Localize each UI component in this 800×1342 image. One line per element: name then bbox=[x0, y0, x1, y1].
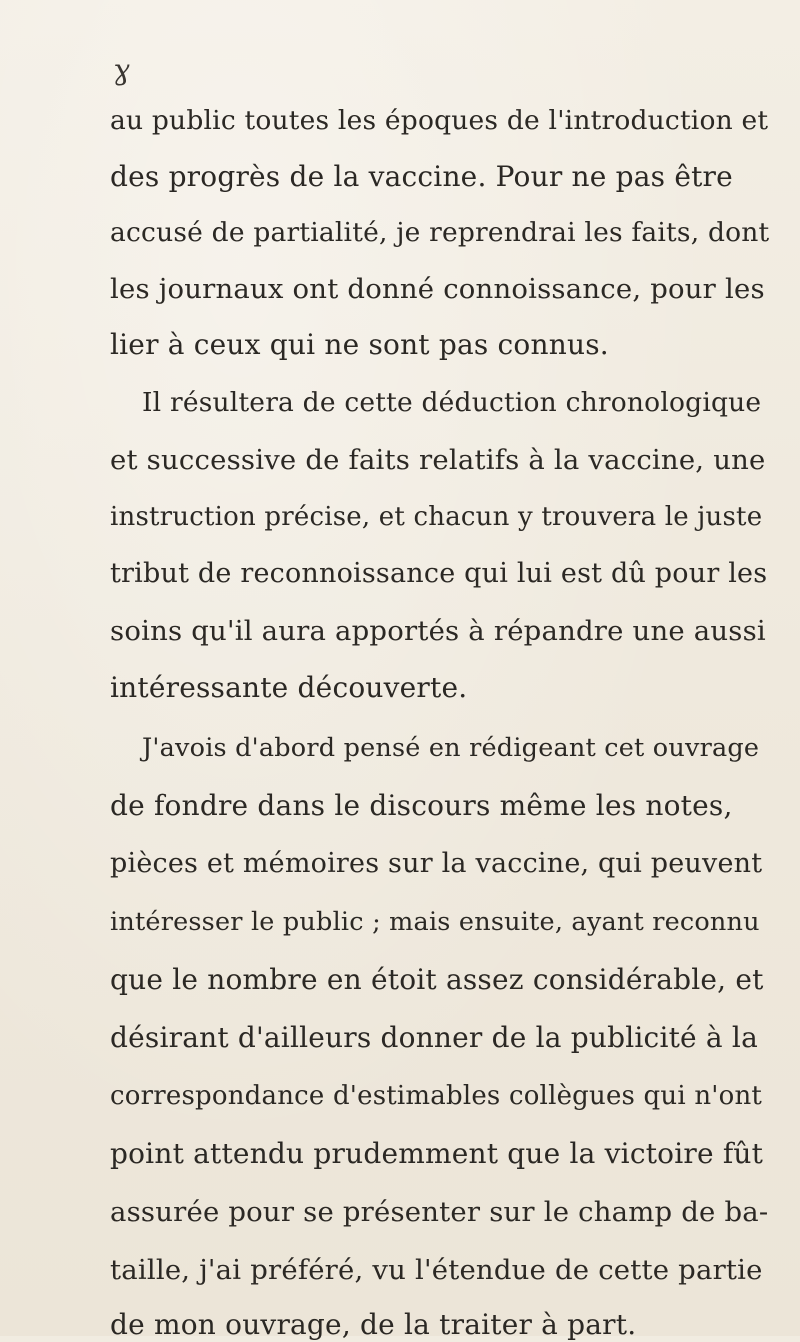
text-line: assurée pour se présenter sur le champ de ba- bbox=[110, 1196, 769, 1228]
text-line: au public toutes les époques de l'introduction et bbox=[110, 105, 769, 136]
text-line: taille, j'ai préféré, vu l'étendue de cette partie bbox=[110, 1254, 763, 1286]
text-line: que le nombre en étoit assez considérable, et bbox=[110, 963, 764, 996]
text-line: des progrès de la vaccine. Pour ne pas être bbox=[110, 160, 733, 193]
text-line: intéressante découverte. bbox=[110, 671, 468, 704]
text-line: pièces et mémoires sur la vaccine, qui peuvent bbox=[110, 848, 763, 879]
text-line: soins qu'il aura apportés à répandre une aussi bbox=[110, 615, 766, 647]
text-line: intéresser le public ; mais ensuite, ayant reconnu bbox=[110, 907, 760, 937]
text-line: instruction précise, et chacun y trouvera le juste bbox=[110, 502, 763, 532]
text-line: Il résultera de cette déduction chronologique bbox=[142, 387, 762, 418]
text-line: lier à ceux qui ne sont pas connus. bbox=[110, 328, 609, 361]
text-line: correspondance d'estimables collègues qui n'ont bbox=[110, 1081, 763, 1111]
text-line: de fondre dans le discours même les notes, bbox=[110, 789, 733, 822]
text-line: de mon ouvrage, de la traiter à part. bbox=[110, 1308, 637, 1341]
text-line: J'avois d'abord pensé en rédigeant cet ouvrage bbox=[142, 733, 760, 763]
signature-mark: ɣ bbox=[113, 53, 130, 86]
text-line: les journaux ont donné connoissance, pour les bbox=[110, 273, 765, 305]
text-line: point attendu prudemment que la victoire fût bbox=[110, 1137, 764, 1170]
text-line: accusé de partialité, je reprendrai les faits, dont bbox=[110, 217, 770, 248]
text-line: et successive de faits relatifs à la vaccine, une bbox=[110, 444, 766, 476]
text-line: désirant d'ailleurs donner de la publicité à la bbox=[110, 1021, 758, 1054]
text-line: tribut de reconnoissance qui lui est dû pour les bbox=[110, 558, 768, 589]
